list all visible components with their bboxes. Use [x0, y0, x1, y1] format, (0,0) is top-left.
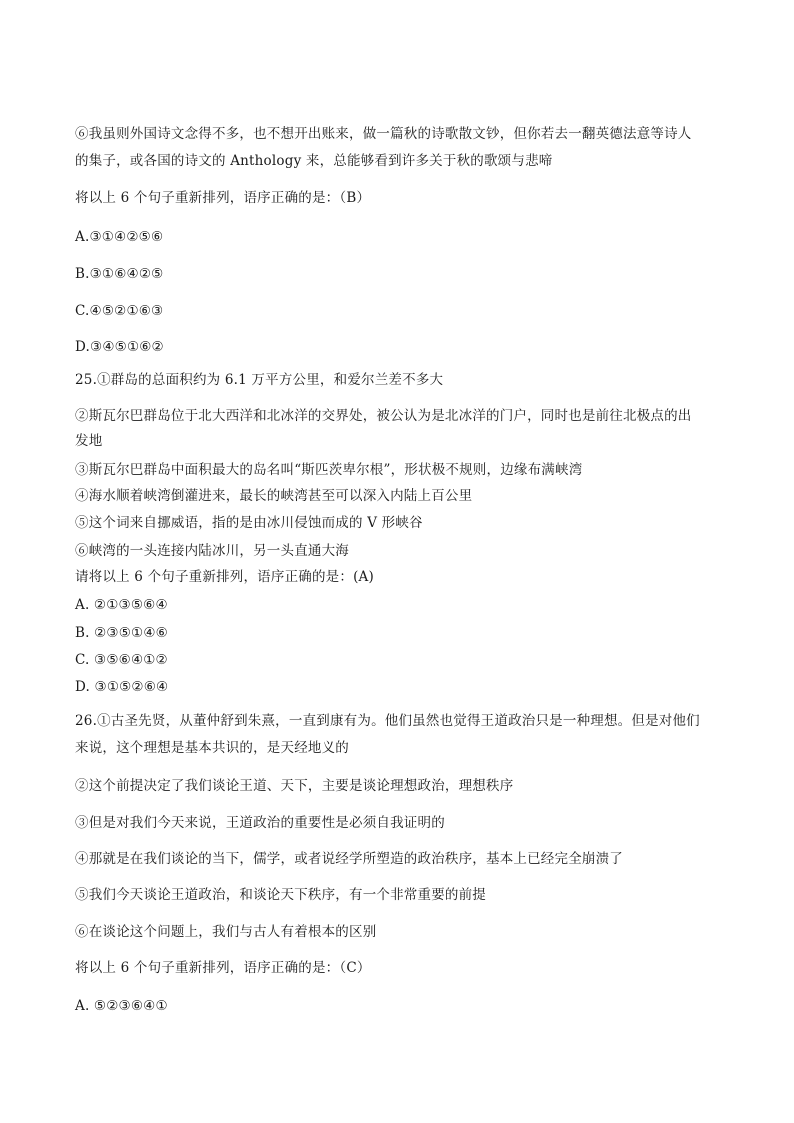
q24-sentence-6-line-1: ⑥我虽则外国诗文念得不多，也不想开出账来，做一篇秋的诗歌散文钞，但你若去一翻英德法意等诗人	[75, 126, 692, 142]
q25-sentence-6: ⑥峡湾的一头连接内陆冰川，另一头直通大海	[75, 543, 349, 559]
q25-prompt: 请将以上 6 个句子重新排列，语序正确的是：(A)	[75, 569, 374, 585]
q25-sentence-2-line-1: ②斯瓦尔巴群岛位于北大西洋和北冰洋的交界处，被公认为是北冰洋的门户，同时也是前往北极点的出	[75, 408, 692, 424]
q24-option-a: A.③①④②⑤⑥	[75, 229, 164, 245]
q25-option-b: B. ②③⑤①④⑥	[75, 625, 168, 641]
q26-sentence-3: ③但是对我们今天来说，王道政治的重要性是必须自我证明的	[75, 815, 445, 831]
q25-option-d: D. ③①⑤②⑥④	[75, 679, 169, 695]
q26-sentence-5: ⑤我们今天谈论王道政治，和谈论天下秩序，有一个非常重要的前提	[75, 887, 486, 903]
q25-sentence-5: ⑤这个词来自挪威语，指的是由冰川侵蚀而成的 V 形峡谷	[75, 515, 423, 531]
q24-option-b: B.③①⑥④②⑤	[75, 266, 164, 282]
q25-option-a: A. ②①③⑤⑥④	[75, 597, 168, 613]
q24-option-c: C.④⑤②①⑥③	[75, 303, 164, 319]
q24-prompt: 将以上 6 个句子重新排列，语序正确的是：（B）	[75, 190, 371, 206]
q25-sentence-1: 25.①群岛的总面积约为 6.1 万平方公里，和爱尔兰差不多大	[75, 372, 444, 388]
q26-prompt: 将以上 6 个句子重新排列，语序正确的是：（C）	[75, 960, 371, 976]
q24-sentence-6-line-2: 的集子，或各国的诗文的 Anthology 来，总能够看到许多关于秋的歌颂与悲啼	[75, 153, 553, 169]
q26-option-a: A. ⑤②③⑥④①	[75, 998, 168, 1014]
q26-sentence-6: ⑥在谈论这个问题上，我们与古人有着根本的区别	[75, 924, 377, 940]
q26-sentence-2: ②这个前提决定了我们谈论王道、天下，主要是谈论理想政治，理想秩序	[75, 778, 514, 794]
q25-option-c: C. ③⑤⑥④①②	[75, 652, 168, 668]
q25-sentence-4: ④海水顺着峡湾倒灌进来，最长的峡湾甚至可以深入内陆上百公里	[75, 488, 473, 504]
q25-sentence-2-line-2: 发地	[75, 433, 103, 449]
q25-sentence-3: ③斯瓦尔巴群岛中面积最大的岛名叫“斯匹茨卑尔根”，形状极不规则，边缘布满峡湾	[75, 462, 583, 478]
q26-sentence-4: ④那就是在我们谈论的当下，儒学，或者说经学所塑造的政治秩序，基本上已经完全崩溃了	[75, 851, 623, 867]
q24-option-d: D.③④⑤①⑥②	[75, 339, 164, 355]
q26-sentence-1-line-1: 26.①古圣先贤，从董仲舒到朱熹，一直到康有为。他们虽然也觉得王道政治只是一种理想。但是对他们	[75, 713, 700, 729]
q26-sentence-1-line-2: 来说，这个理想是基本共识的，是天经地义的	[75, 740, 349, 756]
